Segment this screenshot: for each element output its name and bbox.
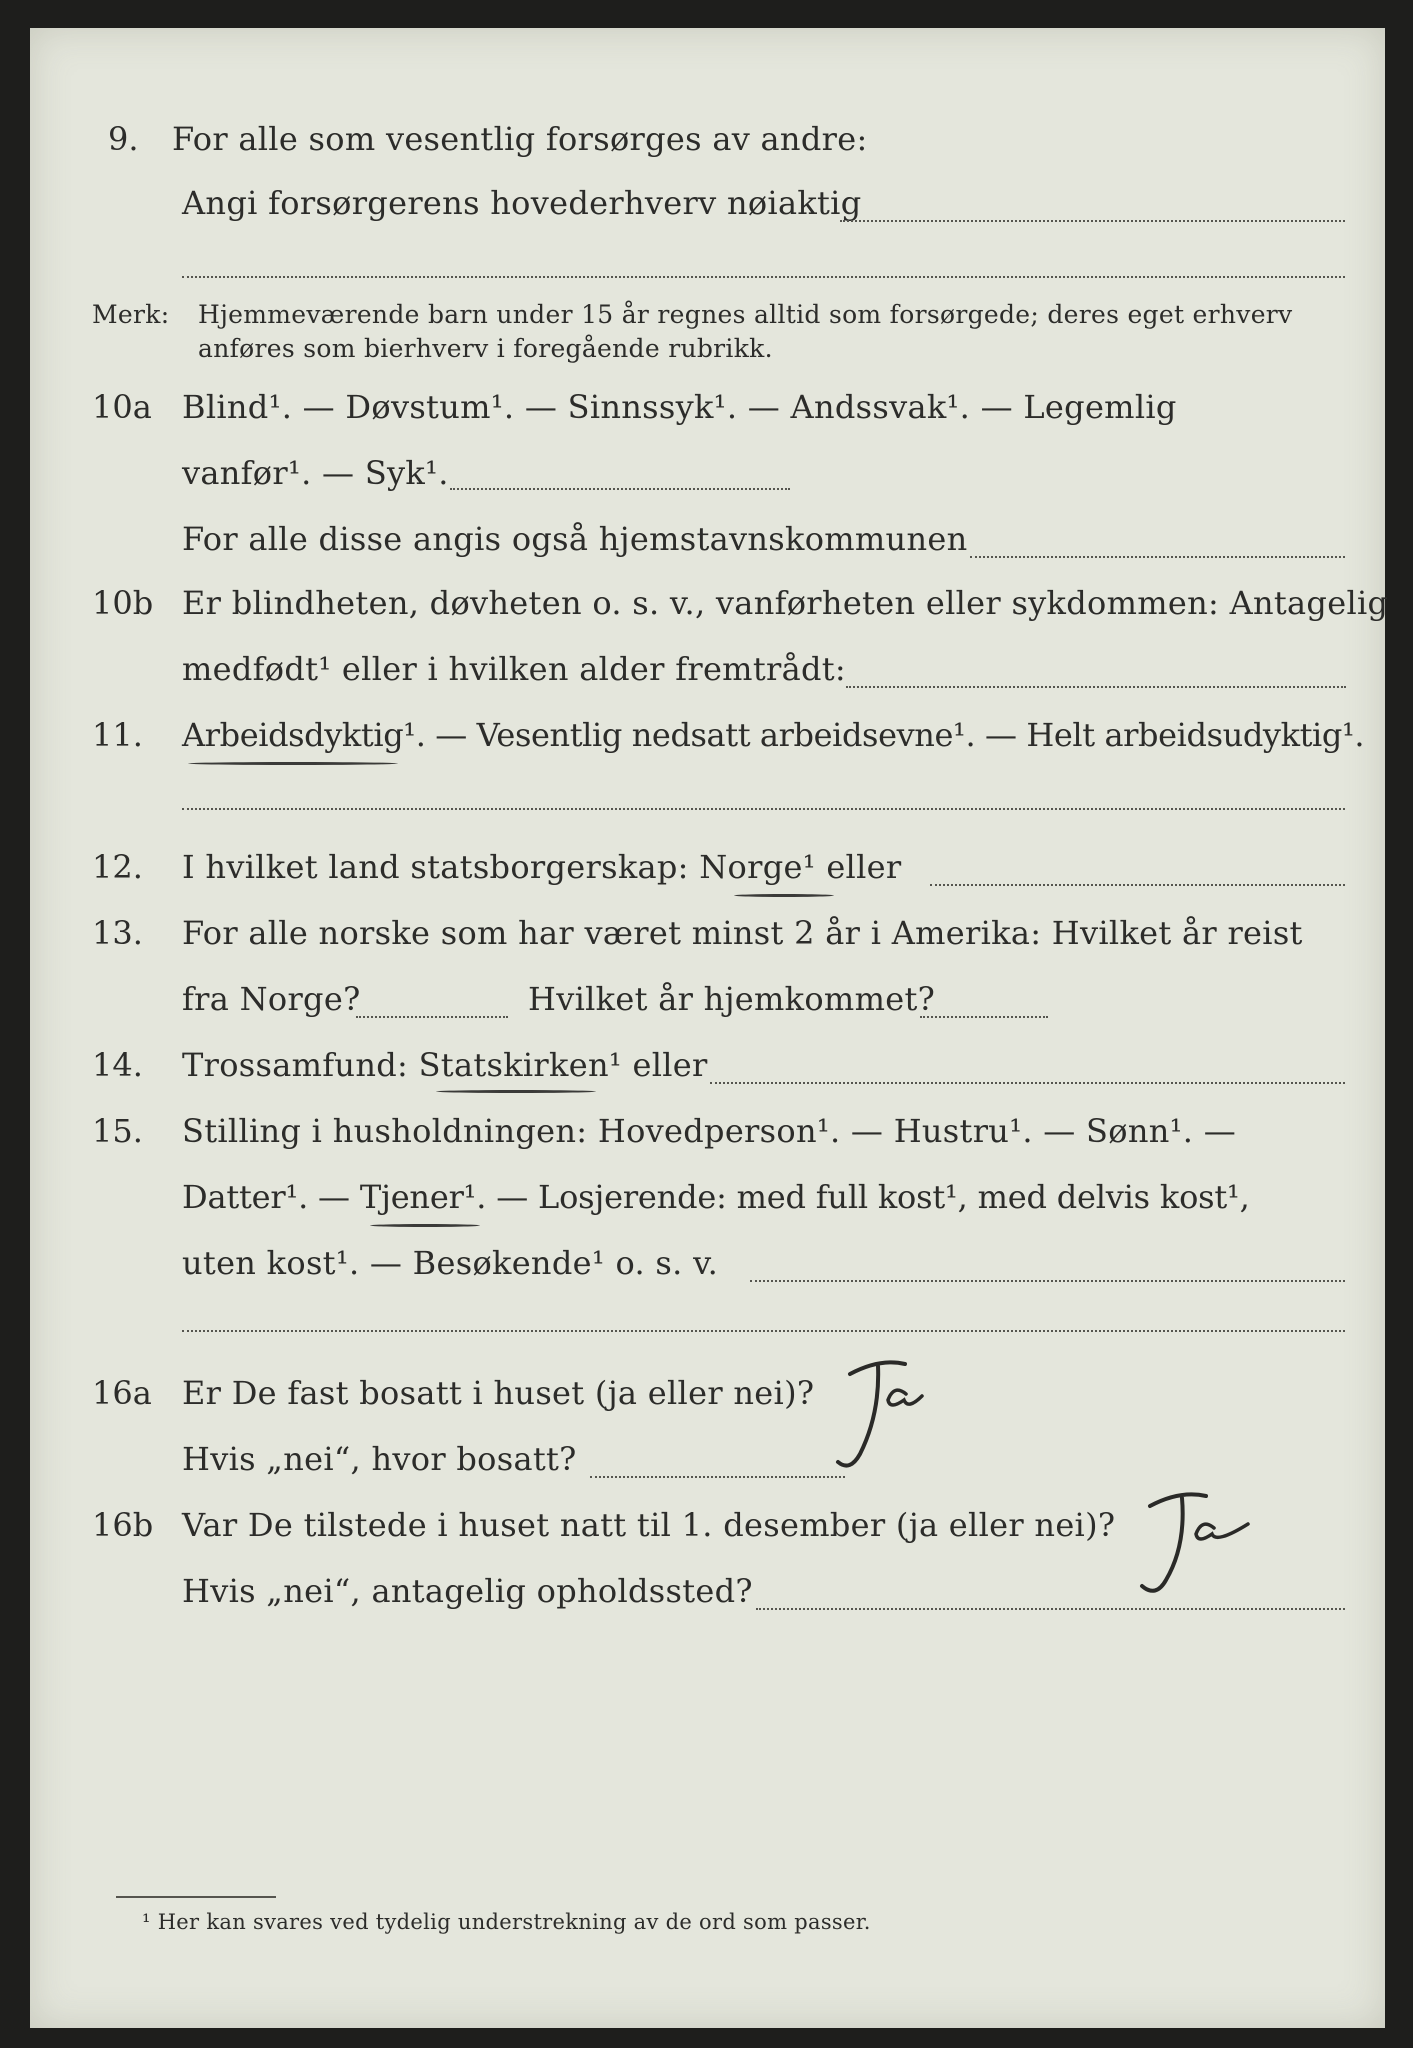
q13-line1: For alle norske som har været minst 2 år i Amerika: Hvilket år reist <box>182 914 1303 952</box>
q14-line1: Trossamfund: Statskirken¹ eller <box>182 1046 708 1084</box>
q9-answer-line[interactable] <box>840 220 1345 222</box>
footnote-divider <box>116 1896 276 1898</box>
q11-number: 11. <box>92 716 143 754</box>
q15-handwritten-underline <box>370 1224 480 1227</box>
q12-line1: I hvilket land statsborgerskap: Norge¹ eller <box>182 848 902 886</box>
q15-line2: Datter¹. — Tjener¹. — Losjerende: med full kost¹, med delvis kost¹, <box>182 1178 1250 1216</box>
footnote-text: ¹ Her kan svares ved tydelig understrekning av de ord som passer. <box>142 1910 871 1934</box>
q12-number: 12. <box>92 848 143 886</box>
q10b-line1: Er blindheten, døvheten o. s. v., vanførheten eller sykdommen: Antagelig <box>182 584 1389 622</box>
merk-label: Merk: <box>92 300 170 329</box>
q15-line3: uten kost¹. — Besøkende¹ o. s. v. <box>182 1244 719 1282</box>
q10a-line2: vanfør¹. — Syk¹. <box>182 454 449 492</box>
q16b-handwritten-answer <box>1120 1480 1270 1610</box>
q13-line2b: Hvilket år hjemkommet? <box>528 980 936 1018</box>
q14-number: 14. <box>92 1046 143 1084</box>
q10a-answer-line[interactable] <box>450 488 790 490</box>
q12-answer-line[interactable] <box>930 884 1345 886</box>
census-form-page <box>30 28 1389 2028</box>
q10b-line2: medfødt¹ eller i hvilken alder fremtrådt: <box>182 650 846 688</box>
q15-answer-line-2[interactable] <box>182 1330 1345 1332</box>
q16a-handwritten-answer <box>810 1344 950 1484</box>
q15-answer-line[interactable] <box>750 1280 1345 1282</box>
q10b-number: 10b <box>92 584 154 622</box>
q16a-line1: Er De fast bosatt i huset (ja eller nei)? <box>182 1374 815 1412</box>
q16a-address-line[interactable] <box>590 1476 845 1478</box>
q14-answer-line[interactable] <box>710 1082 1345 1084</box>
q9-line2: Angi forsørgerens hovederhverv nøiaktig <box>182 184 862 222</box>
q15-line1: Stilling i husholdningen: Hovedperson¹. — Hustru¹. — Sønn¹. — <box>182 1112 1237 1150</box>
q9-answer-line-2[interactable] <box>182 276 1345 278</box>
q10a-hometown-line[interactable] <box>970 556 1345 558</box>
q10a-line3: For alle disse angis også hjemstavnskommunen <box>182 520 968 558</box>
q9-number: 9. <box>108 120 139 158</box>
q11-answer-line[interactable] <box>182 808 1345 810</box>
q16a-number: 16a <box>92 1374 152 1412</box>
q13-return-year-line[interactable] <box>920 1016 1048 1018</box>
q16a-line2: Hvis „nei“, hvor bosatt? <box>182 1440 577 1478</box>
merk-line2: anføres som bierhverv i foregående rubrikk. <box>198 334 773 363</box>
q11-line1: Arbeidsdyktig¹. — Vesentlig nedsatt arbeidsevne¹. — Helt arbeidsudyktig¹. <box>182 716 1365 754</box>
q11-handwritten-underline <box>188 762 398 765</box>
q12-handwritten-underline <box>734 894 834 897</box>
q10a-number: 10a <box>92 388 152 426</box>
q14-handwritten-underline <box>436 1090 596 1093</box>
q13-line2a: fra Norge? <box>182 980 361 1018</box>
merk-line1: Hjemmeværende barn under 15 år regnes alltid som forsørgede; deres eget erhverv <box>198 300 1293 329</box>
q10b-answer-line[interactable] <box>846 686 1346 688</box>
q9-line1: For alle som vesentlig forsørges av andre: <box>172 120 868 158</box>
q13-number: 13. <box>92 914 143 952</box>
q16b-number: 16b <box>92 1506 154 1544</box>
q15-number: 15. <box>92 1112 143 1150</box>
q16b-location-line[interactable] <box>756 1608 1345 1610</box>
q13-departure-year-line[interactable] <box>356 1016 508 1018</box>
q16b-line2: Hvis „nei“, antagelig opholdssted? <box>182 1572 753 1610</box>
q16b-line1: Var De tilstede i huset natt til 1. desember (ja eller nei)? <box>182 1506 1116 1544</box>
q10a-line1: Blind¹. — Døvstum¹. — Sinnssyk¹. — Andssvak¹. — Legemlig <box>182 388 1177 426</box>
